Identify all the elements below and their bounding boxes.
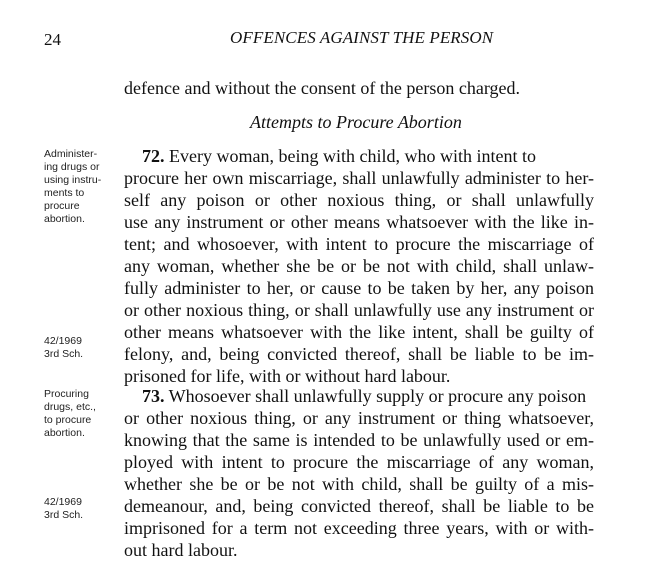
section-72-line: self any poison or other noxious thing, or shall unlawfully (124, 190, 594, 210)
section-73-line: out hard labour. (124, 540, 238, 560)
section-72-line: felony, and, being convicted thereof, shall be liable to be im- (124, 344, 594, 364)
section-73-line: or other noxious thing, or any instrument or thing whatsoever, (124, 408, 594, 428)
amendment-note-72: 42/1969 3rd Sch. (44, 335, 84, 360)
intro-line: defence and without the consent of the person charged. (124, 78, 521, 98)
margin-note-73: Procuring drugs, etc., to procure abortion. (44, 388, 96, 439)
section-73-line: Whosoever shall unlawfully supply or procure any poison (164, 386, 587, 406)
section-73-line: ployed with intent to procure the miscarriage of any woman, (124, 452, 594, 472)
section-73-line: whether she be or be not with child, shall be guilty of a mis- (124, 474, 594, 494)
section-72-line: procure her own miscarriage, shall unlawfully administer to her- (124, 168, 594, 188)
section-72-line: prisoned for life, with or without hard labour. (124, 366, 451, 386)
section-72-line: or other noxious thing, or shall unlawfully use any instrument or (124, 300, 594, 320)
section-72-line: any woman, whether she be or be not with child, shall unlaw- (124, 256, 594, 276)
section-heading: Attempts to Procure Abortion (250, 112, 462, 132)
section-73-line: knowing that the same is intended to be unlawfully used or em- (124, 430, 594, 450)
page-number: 24 (44, 30, 61, 49)
section-72-line: use any instrument or other means whatsoever with the like in- (124, 212, 594, 232)
amendment-note-73: 42/1969 3rd Sch. (44, 496, 84, 521)
section-72-number: 72. (142, 146, 165, 166)
section-72-line: Every woman, being with child, who with intent to (164, 146, 536, 166)
section-73-line: imprisoned for a term not exceeding three years, with or with- (124, 518, 594, 538)
margin-note-72: Administer- ing drugs or using instru- ments to procure abortion. (44, 148, 102, 225)
section-72-first-line (142, 145, 536, 167)
section-73-number: 73. (142, 386, 165, 406)
section-72-line: other means whatsoever with the like intent, shall be guilty of (124, 322, 594, 342)
section-73-line: demeanour, and, being convicted thereof, shall be liable to be (124, 496, 594, 516)
section-72-line: fully administer to her, or cause to be taken by her, any poison (124, 278, 594, 298)
running-head: OFFENCES AGAINST THE PERSON (230, 28, 494, 47)
section-72-line: tent; and whosoever, with intent to procure the miscarriage of (124, 234, 594, 254)
section-73-first-line (142, 385, 586, 407)
